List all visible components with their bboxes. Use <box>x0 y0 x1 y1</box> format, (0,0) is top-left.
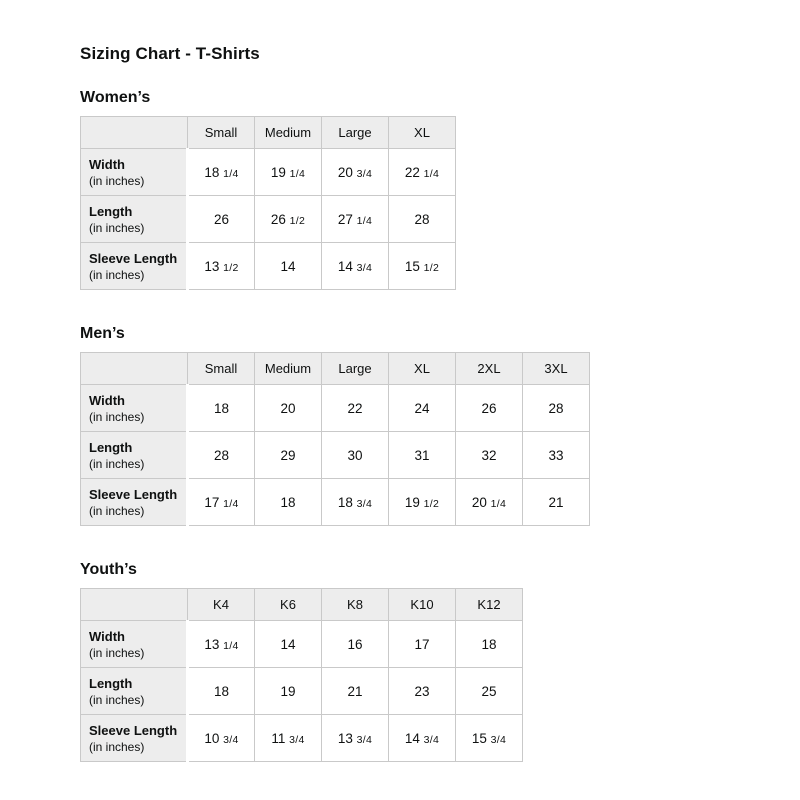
table-body <box>81 621 523 762</box>
row-label: Width <box>89 628 125 644</box>
size-value-cell: 28 <box>188 432 255 479</box>
fraction: 1/4 <box>223 639 239 652</box>
size-value-cell: 21 <box>523 479 590 526</box>
row-sublabel: (in inches) <box>89 456 145 471</box>
size-value-cell: 18 <box>255 479 322 526</box>
fraction: 1/2 <box>223 261 239 274</box>
corner-cell <box>81 117 188 149</box>
fraction: 1/4 <box>356 214 373 227</box>
table-row <box>81 668 523 715</box>
table-head <box>81 353 590 385</box>
row-label: Length <box>89 675 133 691</box>
size-value-cell: 27 1/4 <box>322 196 389 243</box>
corner-cell <box>81 353 188 385</box>
size-value-cell: 14 3/4 <box>322 243 389 290</box>
row-header <box>81 715 188 762</box>
column-header: K12 <box>456 589 523 621</box>
size-value-cell: 18 <box>188 668 255 715</box>
size-value-cell: 24 <box>389 385 456 432</box>
row-sublabel: (in inches) <box>89 409 145 424</box>
table-row <box>81 243 456 290</box>
row-label: Sleeve Length <box>89 486 178 502</box>
table-row <box>81 621 523 668</box>
column-header: Large <box>322 117 389 149</box>
table-head <box>81 117 456 149</box>
column-header: XL <box>389 353 456 385</box>
row-header <box>81 196 188 243</box>
size-value-cell: 21 <box>322 668 389 715</box>
fraction: 1/4 <box>223 167 239 180</box>
column-header: K10 <box>389 589 456 621</box>
row-label: Length <box>89 439 133 455</box>
row-sublabel: (in inches) <box>89 645 145 660</box>
size-value-cell: 18 3/4 <box>322 479 389 526</box>
size-value-cell: 30 <box>322 432 389 479</box>
size-value-cell: 29 <box>255 432 322 479</box>
size-table <box>80 116 456 290</box>
fraction: 3/4 <box>223 733 239 746</box>
size-value-cell: 14 <box>255 243 322 290</box>
size-table <box>80 588 523 762</box>
size-value-cell: 22 <box>322 385 389 432</box>
size-table-section-0 <box>80 88 800 290</box>
row-header <box>81 385 188 432</box>
column-header: K6 <box>255 589 322 621</box>
fraction: 1/2 <box>423 261 440 274</box>
row-label: Sleeve Length <box>89 722 178 738</box>
size-value-cell: 11 3/4 <box>255 715 322 762</box>
column-header: 2XL <box>456 353 523 385</box>
row-header <box>81 479 188 526</box>
row-sublabel: (in inches) <box>89 267 145 282</box>
column-header: K8 <box>322 589 389 621</box>
fraction: 3/4 <box>423 733 440 746</box>
size-value-cell: 19 1/2 <box>389 479 456 526</box>
size-value-cell: 13 1/4 <box>188 621 255 668</box>
size-value-cell: 15 3/4 <box>456 715 523 762</box>
fraction: 3/4 <box>356 497 373 510</box>
table-body <box>81 149 456 290</box>
column-header: Large <box>322 353 389 385</box>
size-value-cell: 20 1/4 <box>456 479 523 526</box>
header-row <box>81 353 590 385</box>
size-table-section-2 <box>80 560 800 762</box>
size-value-cell: 10 3/4 <box>188 715 255 762</box>
size-value-cell: 26 <box>188 196 255 243</box>
column-header: Small <box>188 353 255 385</box>
size-table <box>80 352 590 526</box>
size-value-cell: 26 1/2 <box>255 196 322 243</box>
size-value-cell: 31 <box>389 432 456 479</box>
size-value-cell: 16 <box>322 621 389 668</box>
size-value-cell: 19 1/4 <box>255 149 322 196</box>
fraction: 3/4 <box>356 167 373 180</box>
row-sublabel: (in inches) <box>89 173 145 188</box>
size-value-cell: 13 1/2 <box>188 243 255 290</box>
size-value-cell: 25 <box>456 668 523 715</box>
fraction: 1/2 <box>423 497 440 510</box>
size-value-cell: 26 <box>456 385 523 432</box>
column-header: XL <box>389 117 456 149</box>
row-header <box>81 621 188 668</box>
fraction: 1/4 <box>289 167 306 180</box>
row-header <box>81 432 188 479</box>
column-header: K4 <box>188 589 255 621</box>
table-row <box>81 432 590 479</box>
size-value-cell: 20 3/4 <box>322 149 389 196</box>
size-value-cell: 32 <box>456 432 523 479</box>
section-heading: Youth’s <box>80 561 137 578</box>
row-label: Sleeve Length <box>89 250 178 266</box>
size-value-cell: 22 1/4 <box>389 149 456 196</box>
fraction: 1/4 <box>223 497 239 510</box>
size-value-cell: 20 <box>255 385 322 432</box>
row-sublabel: (in inches) <box>89 220 145 235</box>
size-table-section-1 <box>80 324 800 526</box>
header-row <box>81 117 456 149</box>
fraction: 1/4 <box>490 497 507 510</box>
table-body <box>81 385 590 526</box>
corner-cell <box>81 589 188 621</box>
fraction: 3/4 <box>289 733 305 746</box>
column-header: Medium <box>255 117 322 149</box>
size-value-cell: 23 <box>389 668 456 715</box>
size-value-cell: 18 1/4 <box>188 149 255 196</box>
table-head <box>81 589 523 621</box>
size-value-cell: 19 <box>255 668 322 715</box>
page-title: Sizing Chart - T-Shirts <box>80 44 260 63</box>
size-value-cell: 28 <box>523 385 590 432</box>
section-heading: Men’s <box>80 325 125 342</box>
size-value-cell: 28 <box>389 196 456 243</box>
tables-container <box>80 88 800 762</box>
row-sublabel: (in inches) <box>89 503 145 518</box>
table-row <box>81 196 456 243</box>
row-label: Width <box>89 156 125 172</box>
row-header <box>81 149 188 196</box>
header-row <box>81 589 523 621</box>
table-row <box>81 149 456 196</box>
size-value-cell: 15 1/2 <box>389 243 456 290</box>
row-sublabel: (in inches) <box>89 739 145 754</box>
size-value-cell: 14 <box>255 621 322 668</box>
row-label: Width <box>89 392 125 408</box>
size-value-cell: 17 <box>389 621 456 668</box>
column-header: Small <box>188 117 255 149</box>
size-value-cell: 18 <box>188 385 255 432</box>
column-header: 3XL <box>523 353 590 385</box>
size-value-cell: 33 <box>523 432 590 479</box>
fraction: 1/4 <box>423 167 440 180</box>
size-value-cell: 13 3/4 <box>322 715 389 762</box>
fraction: 3/4 <box>356 261 373 274</box>
size-value-cell: 14 3/4 <box>389 715 456 762</box>
table-row <box>81 385 590 432</box>
row-label: Length <box>89 203 133 219</box>
row-sublabel: (in inches) <box>89 692 145 707</box>
size-value-cell: 18 <box>456 621 523 668</box>
table-row <box>81 479 590 526</box>
size-value-cell: 17 1/4 <box>188 479 255 526</box>
section-heading: Women’s <box>80 89 151 106</box>
fraction: 3/4 <box>490 733 507 746</box>
column-header: Medium <box>255 353 322 385</box>
table-row <box>81 715 523 762</box>
fraction: 1/2 <box>289 214 306 227</box>
row-header <box>81 243 188 290</box>
row-header <box>81 668 188 715</box>
fraction: 3/4 <box>356 733 373 746</box>
